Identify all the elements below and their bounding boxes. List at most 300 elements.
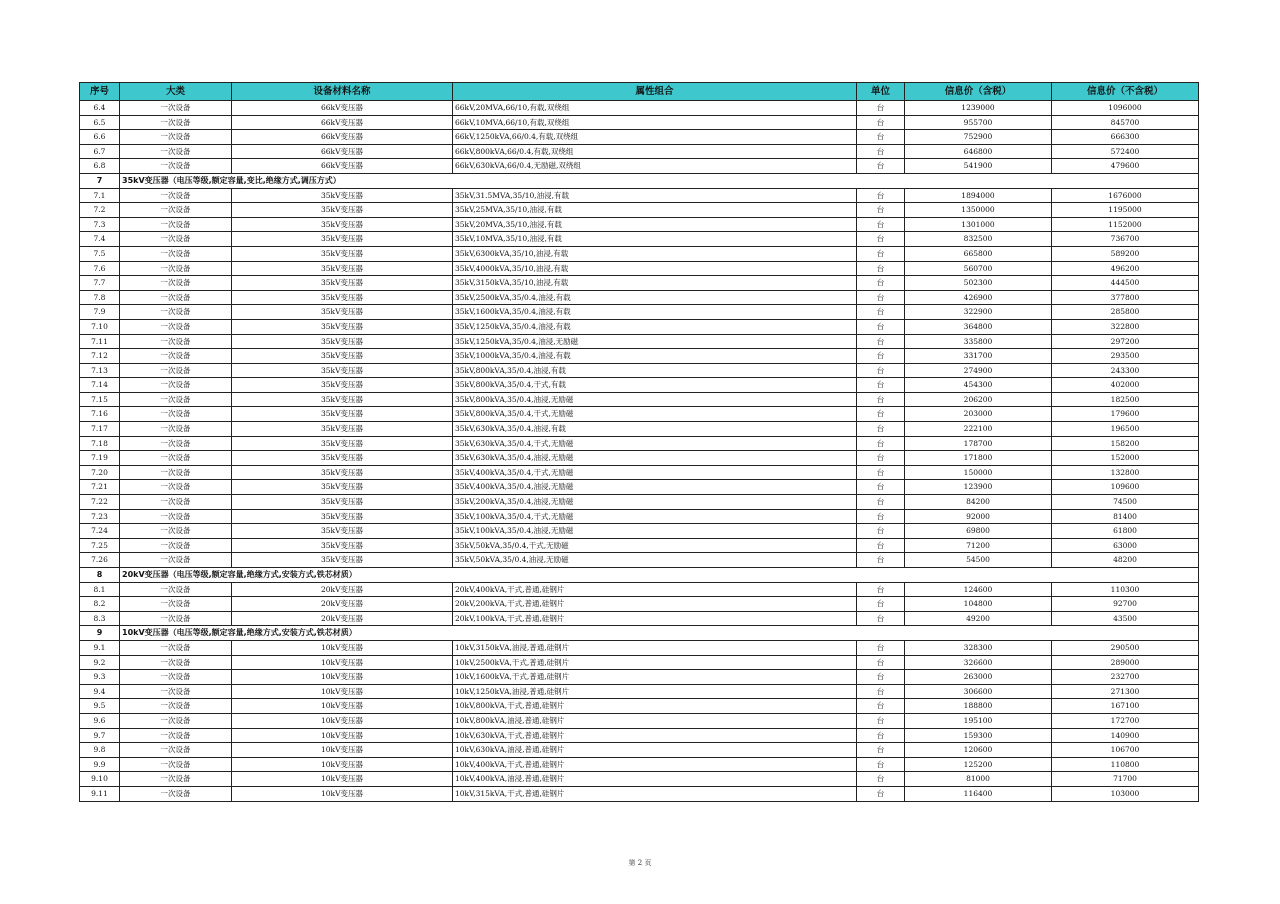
cell-material-name: 66kV变压器	[232, 101, 453, 116]
cell-price-without-tax: 444500	[1052, 276, 1199, 291]
cell-category: 一次设备	[120, 553, 232, 568]
cell-attributes: 66kV,10MVA,66/10,有载,双绕组	[453, 115, 857, 130]
cell-unit: 台	[857, 232, 905, 247]
cell-attributes: 20kV,200kVA,干式,普通,硅钢片	[453, 597, 857, 612]
cell-price-with-tax: 502300	[905, 276, 1052, 291]
cell-category: 一次设备	[120, 786, 232, 801]
col-header-unit: 单位	[857, 83, 905, 101]
group-number: 9	[80, 626, 120, 641]
page-number: 第 2 页	[628, 859, 652, 867]
table-row	[80, 144, 1199, 159]
cell-attributes: 35kV,200kVA,35/0.4,油浸,无励磁	[453, 495, 857, 510]
cell-no: 7.3	[80, 217, 120, 232]
cell-price-with-tax: 159300	[905, 728, 1052, 743]
cell-material-name: 35kV变压器	[232, 465, 453, 480]
cell-no: 9.9	[80, 757, 120, 772]
cell-attributes: 35kV,6300kVA,35/10,油浸,有载	[453, 246, 857, 261]
cell-material-name: 66kV变压器	[232, 115, 453, 130]
cell-price-with-tax: 306600	[905, 684, 1052, 699]
cell-price-with-tax: 665800	[905, 246, 1052, 261]
cell-no: 7.18	[80, 436, 120, 451]
cell-unit: 台	[857, 144, 905, 159]
cell-no: 9.6	[80, 713, 120, 728]
cell-category: 一次设备	[120, 684, 232, 699]
cell-no: 7.7	[80, 276, 120, 291]
table-row	[80, 407, 1199, 422]
cell-no: 9.1	[80, 640, 120, 655]
cell-attributes: 35kV,800kVA,35/0.4,油浸,无励磁	[453, 392, 857, 407]
cell-price-with-tax: 335800	[905, 334, 1052, 349]
cell-category: 一次设备	[120, 480, 232, 495]
cell-no: 8.1	[80, 582, 120, 597]
table-row	[80, 319, 1199, 334]
cell-price-without-tax: 106700	[1052, 743, 1199, 758]
cell-price-with-tax: 125200	[905, 757, 1052, 772]
cell-price-with-tax: 92000	[905, 509, 1052, 524]
cell-no: 7.6	[80, 261, 120, 276]
cell-material-name: 35kV变压器	[232, 422, 453, 437]
table-row	[80, 378, 1199, 393]
cell-no: 6.5	[80, 115, 120, 130]
cell-material-name: 35kV变压器	[232, 451, 453, 466]
cell-category: 一次设备	[120, 640, 232, 655]
cell-material-name: 35kV变压器	[232, 305, 453, 320]
cell-price-without-tax: 589200	[1052, 246, 1199, 261]
cell-category: 一次设备	[120, 290, 232, 305]
cell-price-with-tax: 116400	[905, 786, 1052, 801]
cell-category: 一次设备	[120, 378, 232, 393]
cell-category: 一次设备	[120, 495, 232, 510]
cell-price-with-tax: 123900	[905, 480, 1052, 495]
cell-no: 9.11	[80, 786, 120, 801]
cell-attributes: 35kV,100kVA,35/0.4,干式,无励磁	[453, 509, 857, 524]
cell-material-name: 35kV变压器	[232, 407, 453, 422]
cell-unit: 台	[857, 582, 905, 597]
cell-category: 一次设备	[120, 188, 232, 203]
cell-price-without-tax: 140900	[1052, 728, 1199, 743]
table-row	[80, 480, 1199, 495]
cell-category: 一次设备	[120, 101, 232, 116]
cell-category: 一次设备	[120, 392, 232, 407]
cell-material-name: 35kV变压器	[232, 524, 453, 539]
cell-no: 7.8	[80, 290, 120, 305]
cell-category: 一次设备	[120, 772, 232, 787]
cell-price-with-tax: 150000	[905, 465, 1052, 480]
cell-unit: 台	[857, 363, 905, 378]
cell-price-without-tax: 179600	[1052, 407, 1199, 422]
cell-unit: 台	[857, 392, 905, 407]
cell-attributes: 66kV,20MVA,66/10,有载,双绕组	[453, 101, 857, 116]
cell-no: 6.7	[80, 144, 120, 159]
cell-price-with-tax: 49200	[905, 611, 1052, 626]
cell-unit: 台	[857, 772, 905, 787]
cell-category: 一次设备	[120, 159, 232, 174]
cell-category: 一次设备	[120, 261, 232, 276]
cell-attributes: 35kV,2500kVA,35/0.4,油浸,有载	[453, 290, 857, 305]
cell-unit: 台	[857, 670, 905, 685]
table-row	[80, 261, 1199, 276]
cell-material-name: 10kV变压器	[232, 640, 453, 655]
table-row	[80, 436, 1199, 451]
cell-price-with-tax: 426900	[905, 290, 1052, 305]
cell-material-name: 35kV变压器	[232, 334, 453, 349]
cell-attributes: 35kV,1600kVA,35/0.4,油浸,有载	[453, 305, 857, 320]
cell-no: 9.4	[80, 684, 120, 699]
cell-price-with-tax: 560700	[905, 261, 1052, 276]
cell-material-name: 35kV变压器	[232, 319, 453, 334]
cell-no: 7.16	[80, 407, 120, 422]
cell-price-with-tax: 71200	[905, 538, 1052, 553]
cell-unit: 台	[857, 217, 905, 232]
cell-price-without-tax: 167100	[1052, 699, 1199, 714]
cell-price-without-tax: 158200	[1052, 436, 1199, 451]
cell-category: 一次设备	[120, 130, 232, 145]
cell-price-without-tax: 1195000	[1052, 203, 1199, 218]
cell-category: 一次设备	[120, 305, 232, 320]
cell-price-without-tax: 322800	[1052, 319, 1199, 334]
group-number: 8	[80, 568, 120, 583]
cell-no: 7.5	[80, 246, 120, 261]
cell-attributes: 66kV,630kVA,66/0.4,无励磁,双绕组	[453, 159, 857, 174]
cell-unit: 台	[857, 159, 905, 174]
cell-category: 一次设备	[120, 349, 232, 364]
cell-unit: 台	[857, 334, 905, 349]
cell-unit: 台	[857, 597, 905, 612]
group-header-row	[80, 173, 1199, 188]
cell-category: 一次设备	[120, 582, 232, 597]
cell-price-with-tax: 124600	[905, 582, 1052, 597]
group-title: 35kV变压器（电压等级,额定容量,变比,绝缘方式,调压方式）	[120, 173, 1199, 188]
table-row	[80, 115, 1199, 130]
cell-price-with-tax: 832500	[905, 232, 1052, 247]
table-row	[80, 684, 1199, 699]
cell-price-without-tax: 81400	[1052, 509, 1199, 524]
cell-no: 7.11	[80, 334, 120, 349]
cell-material-name: 10kV变压器	[232, 684, 453, 699]
cell-material-name: 35kV变压器	[232, 246, 453, 261]
cell-attributes: 35kV,400kVA,35/0.4,干式,无励磁	[453, 465, 857, 480]
cell-price-without-tax: 479600	[1052, 159, 1199, 174]
cell-price-with-tax: 203000	[905, 407, 1052, 422]
cell-price-without-tax: 293500	[1052, 349, 1199, 364]
cell-price-without-tax: 92700	[1052, 597, 1199, 612]
cell-material-name: 20kV变压器	[232, 611, 453, 626]
cell-category: 一次设备	[120, 334, 232, 349]
col-header-price-with-tax: 信息价（含税）	[905, 83, 1052, 101]
cell-unit: 台	[857, 640, 905, 655]
cell-price-without-tax: 109600	[1052, 480, 1199, 495]
cell-no: 7.15	[80, 392, 120, 407]
table-header	[80, 83, 1199, 101]
cell-category: 一次设备	[120, 407, 232, 422]
group-header-row	[80, 568, 1199, 583]
group-header-row	[80, 626, 1199, 641]
cell-price-without-tax: 71700	[1052, 772, 1199, 787]
cell-category: 一次设备	[120, 670, 232, 685]
cell-material-name: 35kV变压器	[232, 553, 453, 568]
cell-price-without-tax: 172700	[1052, 713, 1199, 728]
group-number: 7	[80, 173, 120, 188]
table-row	[80, 203, 1199, 218]
cell-price-without-tax: 736700	[1052, 232, 1199, 247]
cell-no: 7.12	[80, 349, 120, 364]
cell-attributes: 10kV,400kVA,油浸,普通,硅钢片	[453, 772, 857, 787]
cell-price-without-tax: 289000	[1052, 655, 1199, 670]
cell-price-with-tax: 263000	[905, 670, 1052, 685]
cell-no: 7.17	[80, 422, 120, 437]
cell-price-with-tax: 328300	[905, 640, 1052, 655]
cell-no: 6.8	[80, 159, 120, 174]
cell-price-with-tax: 955700	[905, 115, 1052, 130]
cell-price-without-tax: 496200	[1052, 261, 1199, 276]
table-row	[80, 582, 1199, 597]
cell-attributes: 35kV,100kVA,35/0.4,油浸,无励磁	[453, 524, 857, 539]
cell-attributes: 20kV,100kVA,干式,普通,硅钢片	[453, 611, 857, 626]
cell-no: 7.26	[80, 553, 120, 568]
table-row	[80, 232, 1199, 247]
cell-no: 9.2	[80, 655, 120, 670]
cell-unit: 台	[857, 684, 905, 699]
cell-category: 一次设备	[120, 144, 232, 159]
cell-price-with-tax: 54500	[905, 553, 1052, 568]
cell-price-with-tax: 1301000	[905, 217, 1052, 232]
cell-price-without-tax: 132800	[1052, 465, 1199, 480]
cell-unit: 台	[857, 743, 905, 758]
cell-no: 9.8	[80, 743, 120, 758]
cell-price-without-tax: 666300	[1052, 130, 1199, 145]
cell-unit: 台	[857, 524, 905, 539]
cell-price-with-tax: 331700	[905, 349, 1052, 364]
table-body	[80, 101, 1199, 802]
cell-category: 一次设备	[120, 743, 232, 758]
cell-attributes: 35kV,800kVA,35/0.4,干式,无励磁	[453, 407, 857, 422]
cell-unit: 台	[857, 786, 905, 801]
cell-price-with-tax: 274900	[905, 363, 1052, 378]
table-row	[80, 363, 1199, 378]
cell-material-name: 66kV变压器	[232, 159, 453, 174]
cell-category: 一次设备	[120, 319, 232, 334]
cell-material-name: 35kV变压器	[232, 538, 453, 553]
cell-price-with-tax: 1239000	[905, 101, 1052, 116]
cell-price-without-tax: 377800	[1052, 290, 1199, 305]
table-row	[80, 305, 1199, 320]
table-row	[80, 422, 1199, 437]
price-table	[79, 82, 1199, 802]
cell-material-name: 35kV变压器	[232, 392, 453, 407]
cell-price-without-tax: 110300	[1052, 582, 1199, 597]
table-row	[80, 101, 1199, 116]
cell-material-name: 10kV变压器	[232, 655, 453, 670]
cell-material-name: 66kV变压器	[232, 144, 453, 159]
cell-price-without-tax: 48200	[1052, 553, 1199, 568]
col-header-material-name: 设备材料名称	[232, 83, 453, 101]
cell-category: 一次设备	[120, 451, 232, 466]
cell-material-name: 35kV变压器	[232, 480, 453, 495]
cell-material-name: 10kV变压器	[232, 772, 453, 787]
cell-no: 7.1	[80, 188, 120, 203]
cell-unit: 台	[857, 699, 905, 714]
cell-unit: 台	[857, 188, 905, 203]
cell-no: 7.14	[80, 378, 120, 393]
table-row	[80, 276, 1199, 291]
cell-price-without-tax: 572400	[1052, 144, 1199, 159]
cell-material-name: 10kV变压器	[232, 743, 453, 758]
cell-category: 一次设备	[120, 465, 232, 480]
cell-price-with-tax: 206200	[905, 392, 1052, 407]
cell-unit: 台	[857, 495, 905, 510]
cell-price-with-tax: 1894000	[905, 188, 1052, 203]
cell-material-name: 20kV变压器	[232, 582, 453, 597]
cell-price-without-tax: 285800	[1052, 305, 1199, 320]
cell-price-without-tax: 103000	[1052, 786, 1199, 801]
table-row	[80, 611, 1199, 626]
cell-unit: 台	[857, 422, 905, 437]
cell-attributes: 10kV,800kVA,油浸,普通,硅钢片	[453, 713, 857, 728]
cell-attributes: 35kV,630kVA,35/0.4,干式,无励磁	[453, 436, 857, 451]
cell-attributes: 35kV,800kVA,35/0.4,干式,有载	[453, 378, 857, 393]
cell-category: 一次设备	[120, 115, 232, 130]
cell-unit: 台	[857, 203, 905, 218]
cell-price-without-tax: 63000	[1052, 538, 1199, 553]
table-row	[80, 349, 1199, 364]
cell-no: 7.13	[80, 363, 120, 378]
cell-price-without-tax: 271300	[1052, 684, 1199, 699]
table-row	[80, 290, 1199, 305]
cell-price-without-tax: 61800	[1052, 524, 1199, 539]
cell-attributes: 10kV,1600kVA,干式,普通,硅钢片	[453, 670, 857, 685]
cell-unit: 台	[857, 436, 905, 451]
cell-no: 7.2	[80, 203, 120, 218]
table-row	[80, 495, 1199, 510]
table-row	[80, 451, 1199, 466]
table-row	[80, 465, 1199, 480]
cell-price-without-tax: 1096000	[1052, 101, 1199, 116]
table-row	[80, 743, 1199, 758]
cell-attributes: 10kV,630kVA,油浸,普通,硅钢片	[453, 743, 857, 758]
cell-category: 一次设备	[120, 509, 232, 524]
cell-unit: 台	[857, 349, 905, 364]
cell-unit: 台	[857, 553, 905, 568]
table-row	[80, 159, 1199, 174]
cell-material-name: 10kV变压器	[232, 670, 453, 685]
cell-attributes: 35kV,630kVA,35/0.4,油浸,无励磁	[453, 451, 857, 466]
cell-category: 一次设备	[120, 436, 232, 451]
cell-no: 8.2	[80, 597, 120, 612]
cell-unit: 台	[857, 713, 905, 728]
cell-category: 一次设备	[120, 597, 232, 612]
cell-unit: 台	[857, 378, 905, 393]
cell-material-name: 35kV变压器	[232, 436, 453, 451]
cell-material-name: 35kV变压器	[232, 276, 453, 291]
cell-price-with-tax: 171800	[905, 451, 1052, 466]
table-row	[80, 538, 1199, 553]
cell-price-without-tax: 297200	[1052, 334, 1199, 349]
cell-category: 一次设备	[120, 538, 232, 553]
cell-price-with-tax: 646800	[905, 144, 1052, 159]
cell-material-name: 35kV变压器	[232, 509, 453, 524]
cell-price-with-tax: 364800	[905, 319, 1052, 334]
table-row	[80, 524, 1199, 539]
cell-price-with-tax: 188800	[905, 699, 1052, 714]
cell-price-without-tax: 110800	[1052, 757, 1199, 772]
cell-attributes: 35kV,630kVA,35/0.4,油浸,有载	[453, 422, 857, 437]
cell-category: 一次设备	[120, 524, 232, 539]
cell-category: 一次设备	[120, 276, 232, 291]
cell-attributes: 35kV,50kVA,35/0.4,油浸,无励磁	[453, 553, 857, 568]
cell-unit: 台	[857, 407, 905, 422]
cell-price-with-tax: 178700	[905, 436, 1052, 451]
cell-price-with-tax: 454300	[905, 378, 1052, 393]
cell-category: 一次设备	[120, 728, 232, 743]
col-header-no: 序号	[80, 83, 120, 101]
cell-price-without-tax: 43500	[1052, 611, 1199, 626]
cell-price-with-tax: 84200	[905, 495, 1052, 510]
cell-price-with-tax: 541900	[905, 159, 1052, 174]
cell-unit: 台	[857, 130, 905, 145]
col-header-category: 大类	[120, 83, 232, 101]
table-row	[80, 597, 1199, 612]
cell-category: 一次设备	[120, 217, 232, 232]
cell-attributes: 35kV,800kVA,35/0.4,油浸,有载	[453, 363, 857, 378]
table-row	[80, 188, 1199, 203]
cell-unit: 台	[857, 261, 905, 276]
cell-attributes: 10kV,630kVA,干式,普通,硅钢片	[453, 728, 857, 743]
table-row	[80, 217, 1199, 232]
cell-price-without-tax: 152000	[1052, 451, 1199, 466]
cell-unit: 台	[857, 319, 905, 334]
table-row	[80, 772, 1199, 787]
cell-category: 一次设备	[120, 203, 232, 218]
cell-unit: 台	[857, 757, 905, 772]
cell-unit: 台	[857, 611, 905, 626]
cell-price-without-tax: 845700	[1052, 115, 1199, 130]
table-row	[80, 130, 1199, 145]
cell-material-name: 20kV变压器	[232, 597, 453, 612]
table-row	[80, 640, 1199, 655]
cell-attributes: 10kV,400kVA,干式,普通,硅钢片	[453, 757, 857, 772]
cell-no: 7.10	[80, 319, 120, 334]
cell-unit: 台	[857, 115, 905, 130]
col-header-attributes: 属性组合	[453, 83, 857, 101]
cell-material-name: 10kV变压器	[232, 786, 453, 801]
cell-unit: 台	[857, 465, 905, 480]
cell-unit: 台	[857, 509, 905, 524]
cell-no: 9.10	[80, 772, 120, 787]
cell-material-name: 35kV变压器	[232, 261, 453, 276]
cell-unit: 台	[857, 246, 905, 261]
cell-material-name: 10kV变压器	[232, 757, 453, 772]
cell-attributes: 35kV,1250kVA,35/0.4,油浸,有载	[453, 319, 857, 334]
cell-unit: 台	[857, 728, 905, 743]
cell-price-with-tax: 81000	[905, 772, 1052, 787]
cell-material-name: 35kV变压器	[232, 495, 453, 510]
cell-attributes: 35kV,50kVA,35/0.4,干式,无励磁	[453, 538, 857, 553]
cell-no: 7.22	[80, 495, 120, 510]
cell-material-name: 10kV变压器	[232, 713, 453, 728]
table-row	[80, 670, 1199, 685]
cell-no: 7.19	[80, 451, 120, 466]
cell-category: 一次设备	[120, 757, 232, 772]
cell-no: 9.5	[80, 699, 120, 714]
cell-attributes: 10kV,3150kVA,油浸,普通,硅钢片	[453, 640, 857, 655]
cell-material-name: 10kV变压器	[232, 728, 453, 743]
cell-attributes: 35kV,25MVA,35/10,油浸,有载	[453, 203, 857, 218]
cell-category: 一次设备	[120, 611, 232, 626]
cell-price-without-tax: 243300	[1052, 363, 1199, 378]
cell-attributes: 35kV,31.5MVA,35/10,油浸,有载	[453, 188, 857, 203]
cell-price-without-tax: 196500	[1052, 422, 1199, 437]
cell-attributes: 35kV,10MVA,35/10,油浸,有载	[453, 232, 857, 247]
